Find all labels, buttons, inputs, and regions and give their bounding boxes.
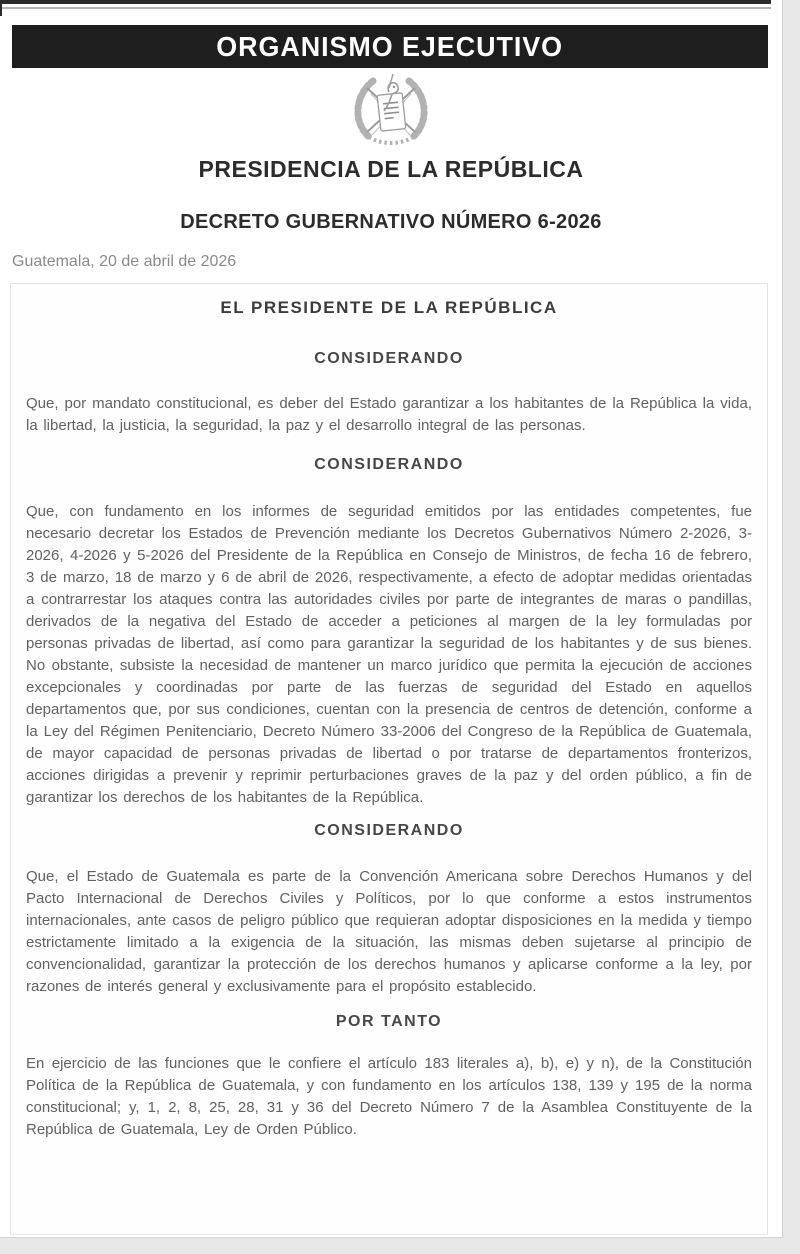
opening-heading: EL PRESIDENTE DE LA REPÚBLICA	[220, 298, 558, 317]
decree-body-panel	[10, 283, 768, 1235]
top-rule-light	[0, 7, 771, 9]
top-rule-dark	[0, 0, 771, 4]
masthead-banner	[12, 25, 768, 68]
section-heading-considerando-3: CONSIDERANDO	[314, 822, 464, 839]
dateline: Guatemala, 20 de abril de 2026	[12, 253, 237, 270]
decree-title: DECRETO GUBERNATIVO NÚMERO 6-2026	[180, 211, 602, 233]
section-heading-considerando-2: CONSIDERANDO	[314, 456, 464, 473]
paragraph-considerando-2: Que, con fundamento en los informes de seguridad emitidos por las entidades competentes, fue necesario decretar los Estados de Prevención mediante los Decretos Gubernativos Número 2-2026, 3-2026, 4-2026 y 5-2026 del Presidente de la República en Consejo de Ministros, de fecha 16 de febrero, 3 de marzo, 18 de marzo y 6 de abril de 2026, respectivamente, a efecto de adoptar medidas orientadas a contrarrestar los ataques contra las autoridades civiles por parte de integrantes de maras o pandillas, derivados de la negativa del Estado de acceder a peticiones al margen de la ley formuladas por personas privadas de libertad, así como para garantizar la seguridad de los habitantes y de sus bienes. No obstante, subsiste la necesidad de mantener un marco jurídico que permita la ejecución de acciones excepcionales y coordinadas por parte de las fuerzas de seguridad del Estado en aquellos departamentos que, por sus condiciones, cuentan con la presencia de centros de detención, conforme a la Ley del Régimen Penitenciario, Decreto Número 33-2006 del Congreso de la República de Guatemala, de mayor capacidad de personas privadas de libertad o por tratarse de departamentos fronterizos, acciones dirigidas a prevenir y reprimir perturbaciones graves de la paz y del orden público, a fin de garantizar los derechos de los habitantes de la República.	[26, 503, 752, 806]
corner-tick	[0, 0, 2, 16]
guatemala-coat-of-arms-icon	[339, 70, 443, 154]
masthead-title: ORGANISMO EJECUTIVO	[216, 30, 564, 62]
paragraph-por-tanto: En ejercicio de las funciones que le confiere el artículo 183 literales a), b), e) y n), de la Constitución Política de la República de Guatemala, y con fundamento en los artículos 138, 139 y 195 de la norma constitucional; y, 1, 2, 8, 25, 28, 31 y 36 del Decreto Número 7 de la Asamblea Constituyente de la República de Guatemala, Ley de Orden Público.	[26, 1055, 752, 1138]
section-heading-considerando-1: CONSIDERANDO	[314, 350, 464, 367]
institution-title: PRESIDENCIA DE LA REPÚBLICA	[198, 156, 584, 182]
paragraph-considerando-3: Que, el Estado de Guatemala es parte de la Convención Americana sobre Derechos Humanos y del Pacto Internacional de Derechos Civiles y Políticos, por lo que conforme a estos instrumentos internacionales, ante casos de peligro público que requieran adoptar disposiciones en la medida y tiempo estrictamente limitado a la exigencia de la situación, las mismas deben sujetarse al principio de convencionalidad, garantizar la protección de los derechos humanos y aplicarse conforme a la ley, por razones de interés general y exclusivamente para el propósito establecido.	[26, 868, 752, 995]
section-heading-por-tanto: POR TANTO	[335, 1013, 443, 1030]
paragraph-considerando-1: Que, por mandato constitucional, es deber del Estado garantizar a los habitantes de la República la vida, la libertad, la justicia, la seguridad, la paz y el desarrollo integral de las personas.	[26, 395, 752, 434]
